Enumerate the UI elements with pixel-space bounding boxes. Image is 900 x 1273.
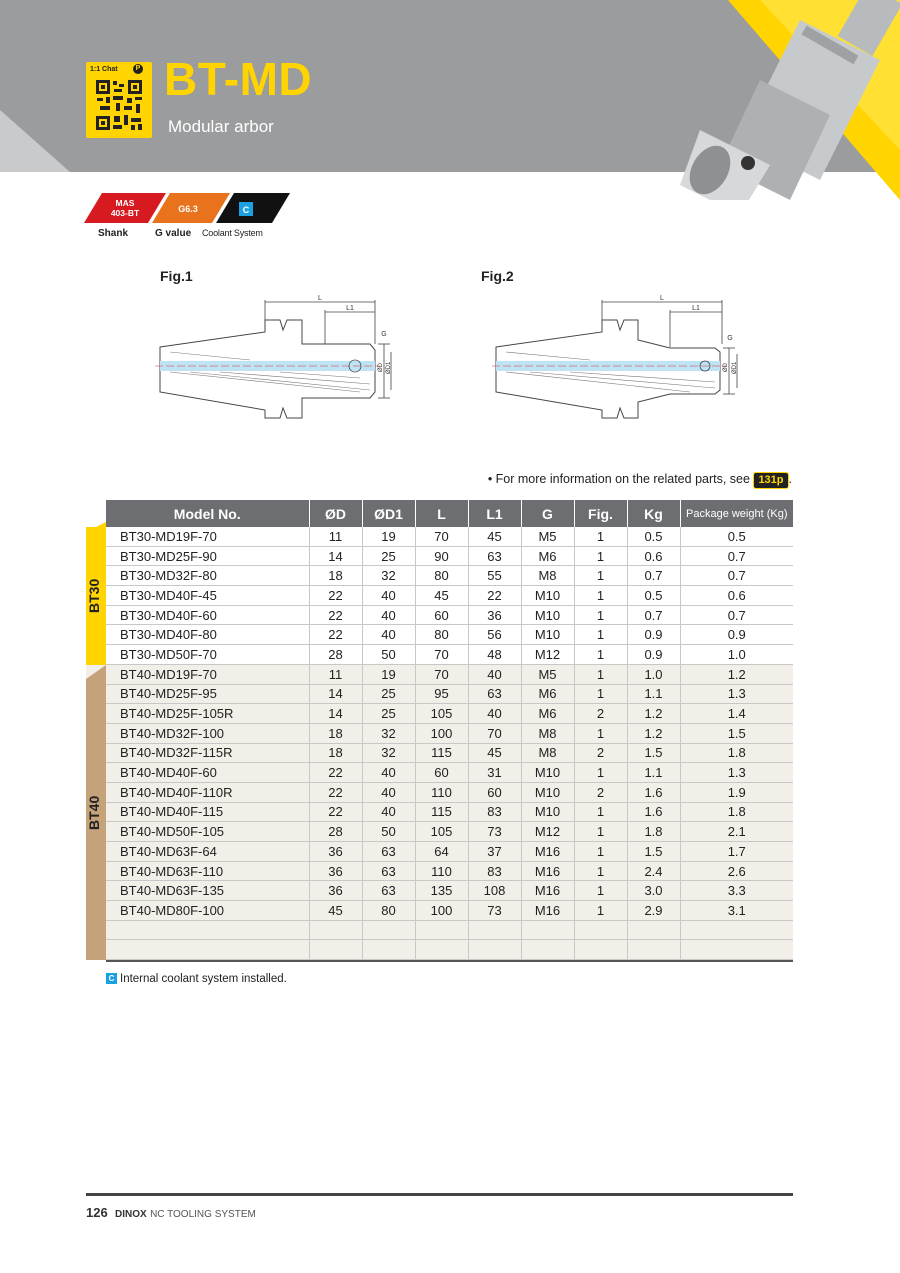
cell-l1: 40 — [468, 704, 521, 724]
cell-kg: 1.8 — [627, 822, 680, 842]
cell-g: M8 — [521, 723, 574, 743]
qr-code-icon — [94, 78, 144, 132]
cell-fig: 1 — [574, 901, 627, 921]
cell-l: 110 — [415, 861, 468, 881]
cell-g: M16 — [521, 842, 574, 862]
cell-fig: 1 — [574, 842, 627, 862]
cell-od1: 25 — [362, 684, 415, 704]
cell-fig: 2 — [574, 743, 627, 763]
empty-cell — [362, 940, 415, 960]
table-row — [106, 684, 793, 704]
cell-fig: 1 — [574, 645, 627, 665]
empty-cell — [468, 940, 521, 960]
cell-l: 80 — [415, 625, 468, 645]
cell-od1: 50 — [362, 645, 415, 665]
empty-row — [106, 940, 793, 960]
cell-od: 22 — [309, 763, 362, 783]
cell-model: BT30-MD40F-45 — [106, 586, 309, 606]
table-row — [106, 881, 793, 901]
cell-od1: 40 — [362, 782, 415, 802]
cell-l: 115 — [415, 802, 468, 822]
cell-od1: 25 — [362, 704, 415, 724]
header-model: Model No. — [106, 500, 309, 527]
cell-l: 45 — [415, 586, 468, 606]
cell-package-weight: 1.8 — [680, 802, 793, 822]
table-row — [106, 723, 793, 743]
cell-model: BT40-MD80F-100 — [106, 901, 309, 921]
empty-cell — [468, 920, 521, 940]
cell-l1: 48 — [468, 645, 521, 665]
fig1-title: Fig.1 — [160, 268, 193, 284]
empty-cell — [627, 940, 680, 960]
cell-g: M5 — [521, 664, 574, 684]
cell-l1: 83 — [468, 861, 521, 881]
cell-od: 11 — [309, 527, 362, 546]
table-header-row — [106, 500, 793, 527]
cell-od1: 19 — [362, 527, 415, 546]
fig2-drawing — [490, 292, 750, 427]
cell-model: BT30-MD19F-70 — [106, 527, 309, 546]
table-row — [106, 861, 793, 881]
footer-rule — [86, 1193, 793, 1196]
cell-kg: 1.6 — [627, 782, 680, 802]
fig2-label-d: ØD — [723, 363, 729, 372]
header-package-weight: Package weight (Kg) — [680, 500, 793, 527]
cell-od: 18 — [309, 743, 362, 763]
cell-od: 22 — [309, 586, 362, 606]
cell-l: 90 — [415, 546, 468, 566]
empty-cell — [521, 940, 574, 960]
cell-od: 36 — [309, 861, 362, 881]
cell-package-weight: 1.8 — [680, 743, 793, 763]
cell-model: BT40-MD63F-110 — [106, 861, 309, 881]
fig1-drawing — [150, 292, 400, 427]
cell-od1: 40 — [362, 802, 415, 822]
empty-cell — [627, 920, 680, 940]
page-subtitle: Modular arbor — [168, 117, 274, 136]
cell-od: 14 — [309, 704, 362, 724]
cell-g: M8 — [521, 566, 574, 586]
cell-package-weight: 0.6 — [680, 586, 793, 606]
cell-fig: 1 — [574, 605, 627, 625]
cell-kg: 2.9 — [627, 901, 680, 921]
table-row — [106, 546, 793, 566]
cell-fig: 1 — [574, 546, 627, 566]
qr-label: 1:1 Chat — [90, 66, 118, 73]
cell-l: 70 — [415, 664, 468, 684]
cell-fig: 1 — [574, 822, 627, 842]
cell-model: BT40-MD25F-105R — [106, 704, 309, 724]
cell-fig: 2 — [574, 704, 627, 724]
cell-g: M16 — [521, 861, 574, 881]
shank-badge-line1: MAS — [115, 198, 135, 208]
qr-badge: P — [133, 64, 143, 74]
cell-g: M6 — [521, 704, 574, 724]
header-g: G — [521, 500, 574, 527]
cell-fig: 1 — [574, 586, 627, 606]
cell-l1: 45 — [468, 743, 521, 763]
cell-l: 60 — [415, 763, 468, 783]
fig2-label-g: G — [727, 335, 733, 342]
cell-model: BT30-MD32F-80 — [106, 566, 309, 586]
fig1-label-d1: ØD1 — [386, 361, 392, 374]
empty-cell — [521, 920, 574, 940]
group-bt30-tab — [86, 527, 106, 665]
cell-l1: 37 — [468, 842, 521, 862]
cell-od1: 40 — [362, 605, 415, 625]
shank-badge-line2: 403-BT — [110, 208, 140, 218]
empty-cell — [309, 940, 362, 960]
cell-fig: 1 — [574, 861, 627, 881]
table-row — [106, 566, 793, 586]
empty-cell — [574, 940, 627, 960]
spec-table — [106, 500, 793, 960]
table-row — [106, 782, 793, 802]
cell-kg: 3.0 — [627, 881, 680, 901]
fig2-label-l1: L1 — [692, 305, 700, 312]
cell-g: M10 — [521, 586, 574, 606]
table-body — [106, 527, 793, 960]
cell-package-weight: 1.3 — [680, 763, 793, 783]
cell-l1: 63 — [468, 684, 521, 704]
cell-package-weight: 1.7 — [680, 842, 793, 862]
coolant-badge-text: C — [242, 205, 250, 215]
table-row — [106, 901, 793, 921]
cell-package-weight: 3.3 — [680, 881, 793, 901]
group-bt40-tab — [86, 665, 106, 960]
cell-kg: 0.9 — [627, 645, 680, 665]
cell-od: 36 — [309, 842, 362, 862]
table-row — [106, 605, 793, 625]
cell-kg: 0.6 — [627, 546, 680, 566]
cell-g: M10 — [521, 763, 574, 783]
cell-l: 70 — [415, 645, 468, 665]
cell-od1: 19 — [362, 664, 415, 684]
cell-od: 22 — [309, 625, 362, 645]
cell-g: M6 — [521, 684, 574, 704]
table-row — [106, 842, 793, 862]
cell-l1: 40 — [468, 664, 521, 684]
table-row — [106, 625, 793, 645]
cell-od: 18 — [309, 566, 362, 586]
cell-od: 36 — [309, 881, 362, 901]
coolant-note-text: Internal coolant system installed. — [120, 973, 287, 985]
cell-od: 22 — [309, 802, 362, 822]
cell-package-weight: 0.7 — [680, 566, 793, 586]
table-row — [106, 802, 793, 822]
cell-l: 60 — [415, 605, 468, 625]
cell-od1: 80 — [362, 901, 415, 921]
cell-kg: 1.2 — [627, 723, 680, 743]
cell-l1: 70 — [468, 723, 521, 743]
cell-od: 14 — [309, 684, 362, 704]
cell-l: 110 — [415, 782, 468, 802]
cell-package-weight: 3.1 — [680, 901, 793, 921]
cell-od: 45 — [309, 901, 362, 921]
cell-kg: 0.5 — [627, 586, 680, 606]
page-number: 126 — [86, 1205, 108, 1220]
cell-l: 135 — [415, 881, 468, 901]
cell-g: M12 — [521, 822, 574, 842]
cell-package-weight: 1.3 — [680, 684, 793, 704]
header-l: L — [415, 500, 468, 527]
header-fig: Fig. — [574, 500, 627, 527]
bt40-tab-corner — [86, 665, 106, 679]
coolant-chip-icon: C — [106, 973, 117, 984]
cell-package-weight: 1.4 — [680, 704, 793, 724]
spec-badges — [84, 193, 294, 227]
cell-l: 105 — [415, 822, 468, 842]
footer — [86, 1205, 256, 1220]
coolant-note — [106, 973, 287, 985]
cell-g: M12 — [521, 645, 574, 665]
empty-cell — [415, 940, 468, 960]
cell-od: 11 — [309, 664, 362, 684]
cell-fig: 1 — [574, 566, 627, 586]
table-row — [106, 763, 793, 783]
cell-package-weight: 0.5 — [680, 527, 793, 546]
table-row — [106, 704, 793, 724]
cell-od: 28 — [309, 645, 362, 665]
fig1-label-l1: L1 — [346, 305, 354, 312]
cell-fig: 1 — [574, 684, 627, 704]
cell-kg: 1.5 — [627, 743, 680, 763]
cell-kg: 1.1 — [627, 763, 680, 783]
empty-row — [106, 920, 793, 940]
cell-kg: 1.6 — [627, 802, 680, 822]
empty-cell — [415, 920, 468, 940]
cell-od: 22 — [309, 782, 362, 802]
cell-package-weight: 0.7 — [680, 546, 793, 566]
header-od: ØD — [309, 500, 362, 527]
cell-package-weight: 0.7 — [680, 605, 793, 625]
cell-g: M10 — [521, 802, 574, 822]
related-parts-note — [488, 472, 792, 489]
cell-model: BT30-MD40F-60 — [106, 605, 309, 625]
cell-l1: 83 — [468, 802, 521, 822]
cell-l1: 108 — [468, 881, 521, 901]
table-row — [106, 664, 793, 684]
cell-package-weight: 1.5 — [680, 723, 793, 743]
cell-model: BT40-MD40F-60 — [106, 763, 309, 783]
cell-fig: 2 — [574, 782, 627, 802]
cell-od: 22 — [309, 605, 362, 625]
cell-model: BT40-MD32F-115R — [106, 743, 309, 763]
footer-brand: DINOX — [115, 1209, 147, 1220]
g-badge-text: G6.3 — [178, 204, 198, 214]
cell-l1: 36 — [468, 605, 521, 625]
cell-l1: 63 — [468, 546, 521, 566]
cell-g: M10 — [521, 782, 574, 802]
cell-kg: 0.5 — [627, 527, 680, 546]
cell-model: BT40-MD40F-110R — [106, 782, 309, 802]
table-row — [106, 586, 793, 606]
cell-model: BT30-MD50F-70 — [106, 645, 309, 665]
cell-fig: 1 — [574, 802, 627, 822]
cell-l1: 22 — [468, 586, 521, 606]
cell-l1: 73 — [468, 822, 521, 842]
cell-od: 28 — [309, 822, 362, 842]
cell-l: 115 — [415, 743, 468, 763]
cell-od1: 40 — [362, 763, 415, 783]
cell-g: M6 — [521, 546, 574, 566]
cell-l1: 60 — [468, 782, 521, 802]
footer-subtitle: NC TOOLING SYSTEM — [150, 1209, 256, 1220]
table-row — [106, 527, 793, 546]
cell-model: BT30-MD40F-80 — [106, 625, 309, 645]
empty-cell — [106, 940, 309, 960]
cell-model: BT40-MD63F-135 — [106, 881, 309, 901]
bt30-tab-corner — [86, 522, 106, 532]
cell-od: 14 — [309, 546, 362, 566]
cell-l1: 56 — [468, 625, 521, 645]
cell-kg: 1.2 — [627, 704, 680, 724]
cell-od1: 32 — [362, 723, 415, 743]
cell-l: 64 — [415, 842, 468, 862]
cell-g: M5 — [521, 527, 574, 546]
cell-l: 105 — [415, 704, 468, 724]
cell-g: M16 — [521, 881, 574, 901]
cell-l1: 55 — [468, 566, 521, 586]
cell-l: 70 — [415, 527, 468, 546]
cell-package-weight: 1.2 — [680, 664, 793, 684]
cell-package-weight: 2.6 — [680, 861, 793, 881]
cell-od1: 32 — [362, 566, 415, 586]
cell-fig: 1 — [574, 763, 627, 783]
table-row — [106, 822, 793, 842]
cell-kg: 2.4 — [627, 861, 680, 881]
cell-kg: 1.5 — [627, 842, 680, 862]
cell-od1: 40 — [362, 625, 415, 645]
cell-g: M10 — [521, 625, 574, 645]
cell-fig: 1 — [574, 664, 627, 684]
fig1-label-d: ØD — [378, 363, 384, 372]
group-bt30-label: BT30 — [86, 578, 102, 614]
cell-model: BT30-MD25F-90 — [106, 546, 309, 566]
empty-cell — [106, 920, 309, 940]
cell-model: BT40-MD50F-105 — [106, 822, 309, 842]
header-l1: L1 — [468, 500, 521, 527]
cell-kg: 0.7 — [627, 605, 680, 625]
table-bottom-rule — [106, 960, 793, 962]
coolant-caption: Coolant System — [202, 228, 263, 238]
cell-model: BT40-MD32F-100 — [106, 723, 309, 743]
cell-l: 80 — [415, 566, 468, 586]
cell-package-weight: 0.9 — [680, 625, 793, 645]
cell-package-weight: 2.1 — [680, 822, 793, 842]
cell-od1: 40 — [362, 586, 415, 606]
page-reference-link[interactable]: 131p — [753, 472, 788, 489]
cell-l1: 45 — [468, 527, 521, 546]
cell-kg: 0.9 — [627, 625, 680, 645]
page-title: BT-MD — [164, 53, 313, 105]
cell-package-weight: 1.0 — [680, 645, 793, 665]
cell-l: 100 — [415, 901, 468, 921]
cell-kg: 0.7 — [627, 566, 680, 586]
table-row — [106, 743, 793, 763]
cell-g: M16 — [521, 901, 574, 921]
cell-od1: 63 — [362, 861, 415, 881]
note-text: • For more information on the related parts, see — [487, 472, 754, 486]
cell-kg: 1.0 — [627, 664, 680, 684]
cell-fig: 1 — [574, 881, 627, 901]
cell-kg: 1.1 — [627, 684, 680, 704]
cell-l: 95 — [415, 684, 468, 704]
cell-l1: 31 — [468, 763, 521, 783]
note-end: . — [788, 472, 792, 486]
cell-fig: 1 — [574, 527, 627, 546]
fig2-title: Fig.2 — [481, 268, 514, 284]
cell-od1: 63 — [362, 881, 415, 901]
cell-g: M10 — [521, 605, 574, 625]
cell-od1: 50 — [362, 822, 415, 842]
fig1-label-g: G — [381, 331, 387, 338]
cell-od: 18 — [309, 723, 362, 743]
cell-model: BT40-MD63F-64 — [106, 842, 309, 862]
cell-od1: 63 — [362, 842, 415, 862]
empty-cell — [309, 920, 362, 940]
empty-cell — [574, 920, 627, 940]
cell-model: BT40-MD25F-95 — [106, 684, 309, 704]
header-kg: Kg — [627, 500, 680, 527]
fig2-label-d1: ØD1 — [732, 361, 738, 374]
cell-model: BT40-MD40F-115 — [106, 802, 309, 822]
header-od1: ØD1 — [362, 500, 415, 527]
cell-fig: 1 — [574, 723, 627, 743]
empty-cell — [680, 920, 793, 940]
cell-l1: 73 — [468, 901, 521, 921]
fig2-label-l: L — [660, 295, 664, 302]
fig1-label-l: L — [318, 295, 322, 302]
cell-model: BT40-MD19F-70 — [106, 664, 309, 684]
cell-od1: 25 — [362, 546, 415, 566]
cell-od1: 32 — [362, 743, 415, 763]
cell-package-weight: 1.9 — [680, 782, 793, 802]
cell-fig: 1 — [574, 625, 627, 645]
table-row — [106, 645, 793, 665]
g-caption: G value — [155, 228, 192, 239]
shank-caption: Shank — [98, 228, 129, 239]
cell-l: 100 — [415, 723, 468, 743]
empty-cell — [362, 920, 415, 940]
group-bt40-label: BT40 — [86, 795, 102, 830]
cell-g: M8 — [521, 743, 574, 763]
empty-cell — [680, 940, 793, 960]
